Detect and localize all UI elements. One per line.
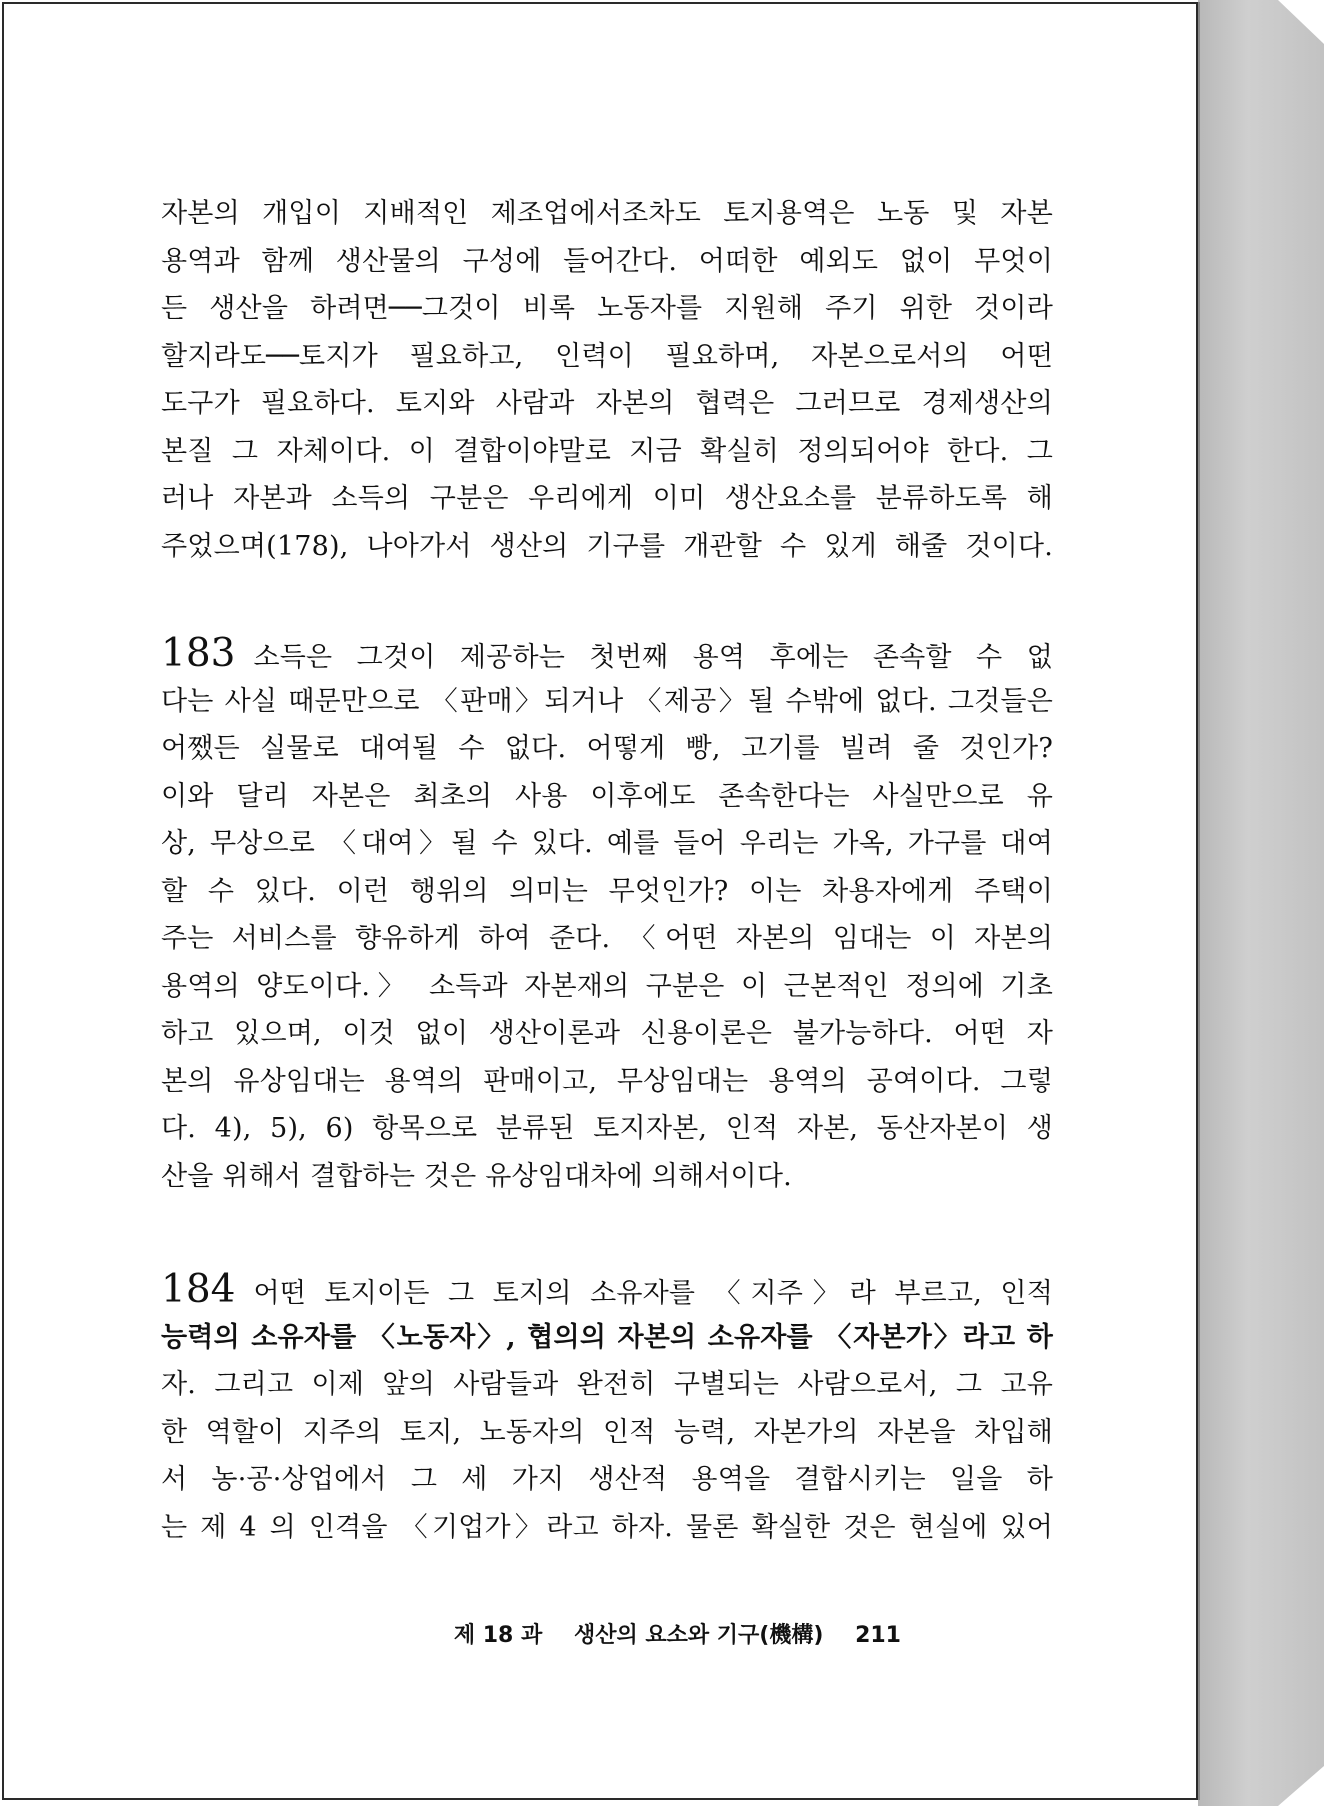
chapter-label: 제 18 과 xyxy=(453,1623,543,1648)
book-spine-edge xyxy=(1198,0,1324,1806)
chapter-title: 생산의 요소와 기구(機構) xyxy=(573,1623,824,1648)
text-line: 주었으며(178), 나아가서 생산의 기구를 개관할 수 있게 해줄 것이다. xyxy=(161,530,1053,562)
paragraph-183 xyxy=(161,630,1053,1200)
paragraph-first-line xyxy=(161,630,1053,678)
text-line: 한 역할이 지주의 토지, 노동자의 인적 능력, 자본가의 자본을 차입해 xyxy=(161,1416,1053,1448)
book-page xyxy=(2,2,1198,1800)
text-line: 상, 무상으로 〈대여〉될 수 있다. 예를 들어 우리는 가옥, 가구를 대여 xyxy=(161,828,1053,859)
text-line: 든 생산을 하려면──그것이 비록 노동자를 지원해 주기 위한 것이라 xyxy=(161,293,1053,324)
text-line: 할지라도──토지가 필요하고, 인력이 필요하며, 자본으로서의 어떤 xyxy=(161,340,1053,372)
text-line: 다는 사실 때문만으로 〈판매〉되거나 〈제공〉될 수밖에 없다. 그것들은 xyxy=(161,685,1053,717)
paragraph-number: 184 xyxy=(161,1267,236,1312)
paragraph-number: 183 xyxy=(161,631,236,676)
text-line: 는 제 4 의 인격을 〈기업가〉라고 하자. 물론 확실한 것은 현실에 있어 xyxy=(161,1511,1053,1543)
emphasized-line: 능력의 소유자를 〈노동자〉, 협의의 자본의 소유자를 〈자본가〉라고 하 xyxy=(161,1321,1053,1353)
text-line: 산을 위해서 결합하는 것은 유상임대차에 의해서이다. xyxy=(161,1160,792,1192)
text-line: 하고 있으며, 이것 없이 생산이론과 신용이론은 불가능하다. 어떤 자 xyxy=(161,1018,1053,1049)
paragraph-184 xyxy=(161,1266,1053,1551)
text-line: 도구가 필요하다. 토지와 사람과 자본의 협력은 그러므로 경제생산의 xyxy=(161,388,1053,419)
paragraph-intro xyxy=(161,190,1053,570)
text-line: 자본의 개입이 지배적인 제조업에서조차도 토지용역은 노동 및 자본 xyxy=(161,198,1053,229)
running-footer xyxy=(454,1618,901,1649)
text-line: 용역과 함께 생산물의 구성에 들어간다. 어떠한 예외도 없이 무엇이 xyxy=(161,245,1053,277)
text-line: 할 수 있다. 이런 행위의 의미는 무엇인가? 이는 차용자에게 주택이 xyxy=(161,875,1053,907)
text-line: 이와 달리 자본은 최초의 사용 이후에도 존속한다는 사실만으로 유 xyxy=(161,780,1053,812)
text-line: 자. 그리고 이제 앞의 사람들과 완전히 구별되는 사람으로서, 그 고유 xyxy=(161,1369,1053,1400)
text-line: 소득은 그것이 제공하는 첫번째 용역 후에는 존속할 수 없 xyxy=(253,642,1053,673)
text-line: 본질 그 자체이다. 이 결합이야말로 지금 확실히 정의되어야 한다. 그 xyxy=(161,435,1053,467)
text-line: 러나 자본과 소득의 구분은 우리에게 이미 생산요소를 분류하도록 해 xyxy=(161,483,1053,514)
page-number: 211 xyxy=(855,1623,901,1648)
text-line: 어떤 토지이든 그 토지의 소유자를 〈지주〉라 부르고, 인적 xyxy=(253,1278,1053,1309)
text-line: 서 농·공·상업에서 그 세 가지 생산적 용역을 결합시키는 일을 하 xyxy=(161,1464,1053,1495)
paragraph-first-line xyxy=(161,1266,1053,1314)
text-line: 다. 4), 5), 6) 항목으로 분류된 토지자본, 인적 자본, 동산자본이 생 xyxy=(161,1113,1053,1144)
text-line: 주는 서비스를 향유하게 하여 준다. 〈어떤 자본의 임대는 이 자본의 xyxy=(161,923,1053,954)
text-line: 본의 유상임대는 용역의 판매이고, 무상임대는 용역의 공여이다. 그렇 xyxy=(161,1065,1053,1097)
text-line: 용역의 양도이다.〉 소득과 자본재의 구분은 이 근본적인 정의에 기초 xyxy=(161,970,1053,1002)
text-line: 어쨌든 실물로 대여될 수 없다. 어떻게 빵, 고기를 빌려 줄 것인가? xyxy=(161,733,1053,764)
